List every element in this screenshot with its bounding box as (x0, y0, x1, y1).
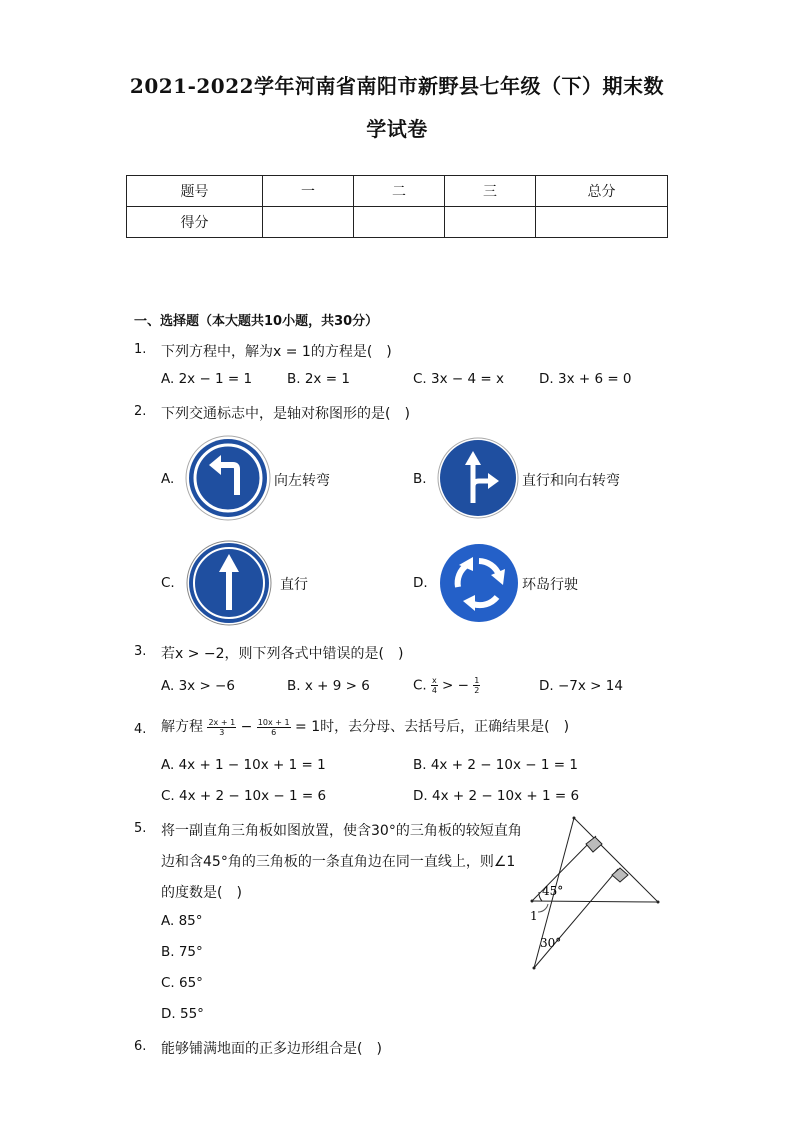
sign-label: 直行和向右转弯 (522, 473, 620, 489)
option-c (413, 676, 480, 695)
straight-and-right-sign-icon (437, 437, 519, 519)
section-heading: 一、选择题（本大题共10小题，共30分） (134, 314, 379, 329)
option-b: B. 2x = 1 (287, 371, 350, 387)
table-header-cell: 总分 (536, 176, 668, 207)
inequality-sign: > − (442, 677, 469, 694)
option-d: D. 4x + 2 − 10x + 1 = 6 (413, 788, 580, 804)
option-d: D. −7x > 14 (539, 678, 623, 694)
angle-label-1: 1 (530, 909, 538, 923)
table-header-cell: 三 (445, 176, 536, 207)
question-number: 2. (134, 404, 147, 419)
question-number: 3. (134, 644, 147, 659)
sign-label: 环岛行驶 (522, 577, 578, 593)
score-cell (445, 207, 536, 238)
sign-label: 向左转弯 (274, 473, 330, 489)
question-number: 1. (134, 342, 147, 357)
question-stem: 能够铺满地面的正多边形组合是( ) (161, 1041, 382, 1057)
option-a: A. 4x + 1 − 10x + 1 = 1 (161, 757, 326, 773)
fraction: $\frac{10x + 1}{6}$ (257, 717, 290, 737)
option-c: C. 3x − 4 = x (413, 371, 504, 387)
sign-label: 直行 (280, 577, 308, 593)
table-row-label: 得分 (127, 207, 263, 238)
roundabout-sign-icon (439, 543, 519, 623)
option-b: B. (413, 471, 427, 487)
option-c-letter: C. (413, 677, 427, 694)
go-straight-sign-icon (185, 540, 273, 626)
option-d: D. 3x + 6 = 0 (539, 371, 632, 387)
option-c: C. 65° (161, 975, 203, 991)
angle-label-30: 30° (540, 936, 562, 950)
option-d: D. (413, 575, 428, 591)
fraction: $\frac{x}{4}$ (431, 676, 437, 695)
option-b: B. 4x + 2 − 10x − 1 = 1 (413, 757, 578, 773)
option-a: A. (161, 471, 175, 487)
score-table-header-row (127, 176, 668, 207)
table-header-cell: 一 (263, 176, 354, 207)
score-cell (354, 207, 445, 238)
question-stem-line: 边和含45°角的三角板的一条直角边在同一直线上，则∠1 (161, 854, 516, 870)
option-a: A. 2x − 1 = 1 (161, 371, 253, 387)
option-d: D. 55° (161, 1006, 204, 1022)
score-table-row (127, 207, 668, 238)
option-c: C. (161, 575, 175, 591)
question-stem: 解方程 $\frac{2x + 1}{3}$ − $\frac{10x + 1}{6}$ = 1时，去分母、去括号后，正确结果是( ) (161, 717, 570, 737)
question-stem: 下列方程中，解为x = 1的方程是( ) (161, 344, 392, 360)
question-stem-line: 将一副直角三角板如图放置，使含30°的三角板的较短直角 (161, 823, 522, 839)
paper-title-line1: 2021-2022学年河南省南阳市新野县七年级（下）期末数 (129, 74, 665, 98)
score-table (126, 175, 668, 238)
fraction: $\frac{1}{2}$ (474, 676, 480, 695)
score-cell (263, 207, 354, 238)
question-stem-line: 的度数是( ) (161, 885, 242, 901)
triangle-figure (520, 812, 670, 977)
question-number: 6. (134, 1039, 147, 1054)
option-a: A. 85° (161, 913, 203, 929)
table-header-cell: 题号 (127, 176, 263, 207)
angle-label-45: 45° (542, 884, 564, 898)
question-number: 4. (134, 722, 147, 737)
fraction: $\frac{2x + 1}{3}$ (208, 717, 236, 737)
turn-left-sign-icon (185, 435, 271, 521)
option-b: B. 75° (161, 944, 203, 960)
option-c: C. 4x + 2 − 10x − 1 = 6 (161, 788, 327, 804)
table-header-cell: 二 (354, 176, 445, 207)
question-stem: 若x > −2，则下列各式中错误的是( ) (161, 646, 404, 662)
paper-title-line2: 学试卷 (366, 117, 428, 141)
question-number: 5. (134, 821, 147, 836)
question-stem: 下列交通标志中，是轴对称图形的是( ) (161, 406, 410, 422)
option-a: A. 3x > −6 (161, 678, 235, 694)
score-cell (536, 207, 668, 238)
option-b: B. x + 9 > 6 (287, 678, 370, 694)
